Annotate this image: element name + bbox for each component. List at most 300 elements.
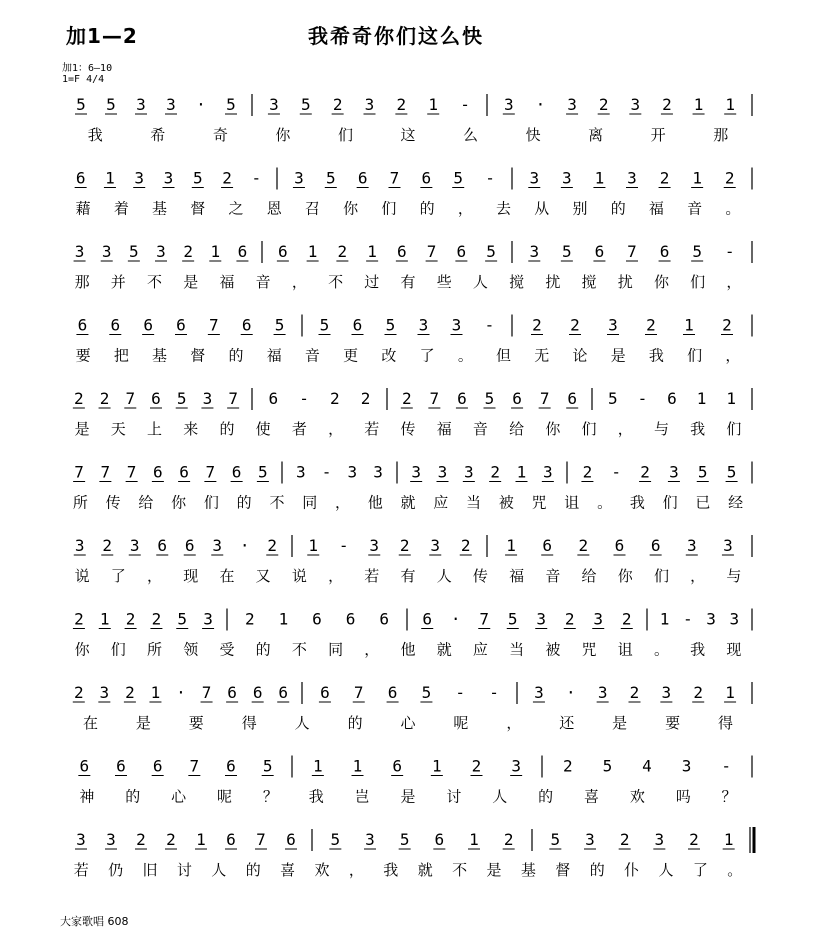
lyric-character: 的: [236, 493, 252, 512]
lyric-character: 。: [597, 493, 613, 512]
note: 3: [451, 315, 462, 335]
note: 5: [453, 168, 464, 188]
note: 2: [689, 830, 699, 849]
augmentation-dot: ·: [535, 95, 546, 114]
note: 6: [667, 389, 677, 408]
note: 3: [686, 536, 697, 555]
lyric-character: 来: [183, 420, 199, 438]
lyric-character: 奇: [212, 126, 228, 144]
lyric-character: 我: [690, 640, 706, 659]
lyric-character: ，: [147, 567, 163, 585]
note: 3: [562, 168, 572, 188]
lyric-character: 不: [147, 273, 163, 291]
lyric-character: 应: [472, 640, 488, 659]
note: 5: [258, 462, 268, 482]
note: 3: [202, 389, 213, 408]
lyric-character: 福: [509, 567, 525, 585]
dash-extension: -: [724, 242, 735, 261]
lyric-character: 我: [383, 861, 399, 879]
lyric-character: 心: [400, 714, 416, 732]
note: 2: [332, 95, 343, 114]
note: 1: [594, 168, 605, 188]
note: 3: [294, 168, 304, 188]
augmentation-dot: ·: [239, 536, 250, 555]
dash-extension: -: [489, 683, 499, 702]
note: 5: [106, 95, 116, 114]
note: 6: [512, 389, 522, 408]
note: 7: [479, 609, 490, 629]
lyric-character: 给: [581, 567, 597, 585]
lyric-character: 不: [452, 861, 468, 879]
lyric-character: 旧: [142, 861, 158, 879]
lyric-character: 的: [228, 346, 244, 365]
lyric-character: 你: [545, 420, 561, 438]
note: 7: [627, 242, 637, 261]
key-signature: 1=F 4/4: [62, 74, 105, 85]
note: 3: [166, 95, 176, 114]
lyric-character: 的: [125, 787, 141, 806]
note: 3: [101, 242, 112, 261]
lyric-character: 仆: [624, 861, 640, 879]
note: 2: [471, 756, 482, 776]
note: 2: [74, 389, 84, 408]
lyric-character: 么: [463, 126, 479, 144]
lyric-character: 们: [726, 420, 742, 438]
lyric-character: 就: [417, 861, 433, 879]
note: 2: [578, 536, 589, 555]
lyric-character: 音: [472, 420, 488, 438]
lyric-character: 去: [496, 199, 512, 218]
lyric-character: 了: [419, 346, 435, 365]
note: 3: [99, 683, 110, 702]
note: 2: [659, 168, 670, 188]
lyric-character: 人: [211, 861, 227, 879]
lyric-character: 基: [520, 861, 536, 879]
lyric-character: 传: [105, 493, 121, 512]
note: 3: [411, 462, 421, 482]
lyric-character: 若: [73, 861, 89, 879]
note: 6: [110, 315, 121, 335]
dash-extension: -: [484, 315, 495, 335]
note: 7: [74, 462, 84, 482]
note: 3: [661, 683, 672, 702]
note: 3: [129, 536, 140, 555]
lyric-character: 若: [364, 567, 380, 585]
note: 2: [267, 536, 278, 555]
lyric-character: 与: [726, 567, 742, 585]
note: 7: [353, 683, 364, 702]
note: 3: [74, 242, 85, 261]
note: 3: [567, 95, 577, 114]
lyric-character: 你: [617, 567, 633, 585]
note: 3: [430, 536, 441, 555]
note: 6: [457, 389, 467, 408]
note: 7: [209, 315, 219, 335]
note: 5: [385, 315, 396, 335]
note: 3: [464, 462, 474, 482]
lyric-character: 现: [183, 567, 199, 585]
lyric-character: ，: [617, 420, 633, 438]
note: 3: [608, 315, 618, 335]
dash-extension: -: [611, 462, 622, 482]
lyric-character: 天: [110, 420, 126, 438]
note: 6: [352, 315, 363, 335]
note: 5: [300, 95, 311, 114]
lyric-character: 。: [727, 861, 743, 879]
note: 2: [570, 315, 580, 335]
lyric-character: 我: [308, 787, 324, 806]
lyric-character: 那: [713, 126, 729, 144]
lyric-character: 已: [695, 493, 711, 512]
lyric-character: 诅: [617, 640, 633, 659]
note: 5: [176, 389, 187, 408]
note: 3: [627, 168, 637, 188]
lyric-character: 说: [74, 567, 90, 585]
lyric-character: 无: [534, 346, 550, 365]
note: 5: [607, 389, 618, 408]
lyric-character: 有: [400, 273, 416, 291]
lyric-character: 使: [255, 420, 271, 438]
note: 7: [189, 756, 200, 776]
note: 6: [650, 536, 661, 555]
lyric-character: 咒: [531, 493, 547, 512]
note: 2: [562, 756, 573, 776]
note: 6: [542, 536, 553, 555]
note: 1: [432, 756, 442, 776]
note: 2: [102, 536, 113, 555]
note: 7: [100, 462, 111, 482]
note: 6: [422, 609, 433, 629]
note: 5: [507, 609, 518, 629]
note: 6: [75, 168, 86, 188]
lyric-character: 是: [135, 714, 151, 732]
lyric-character: 传: [472, 567, 488, 585]
lyric-character: 们: [690, 273, 706, 291]
lyric-character: 你: [74, 640, 90, 659]
lyric-character: 不: [291, 640, 307, 659]
lyric-character: 得: [241, 714, 257, 732]
lyric-character: ，: [328, 567, 344, 585]
note: 1: [428, 95, 439, 114]
note: 6: [320, 683, 330, 702]
lyric-character: 不: [328, 273, 344, 291]
lyric-character: 快: [525, 126, 541, 144]
lyric-character: 搅: [581, 273, 597, 291]
lyric-character: 把: [113, 346, 129, 365]
note: 1: [150, 683, 161, 702]
lyric-character: 是: [486, 861, 502, 879]
lyric-character: 应: [433, 493, 449, 512]
lyric-character: 被: [545, 640, 561, 659]
lyric-character: 神: [79, 787, 95, 806]
lyric-character: 他: [400, 640, 416, 659]
note: 5: [262, 756, 273, 776]
lyric-character: ，: [291, 273, 307, 291]
note: 1: [725, 683, 735, 702]
note: 5: [325, 168, 336, 188]
note: 1: [313, 756, 323, 776]
note: 7: [429, 389, 440, 408]
note: 2: [722, 315, 732, 335]
dash-extension: -: [485, 168, 495, 188]
note: 6: [176, 315, 186, 335]
note: 6: [179, 462, 189, 482]
lyric-character: 我: [690, 420, 706, 438]
lyric-character: 着: [113, 199, 129, 218]
lyric-character: 所: [147, 640, 163, 659]
note: 1: [723, 830, 734, 849]
note: 4: [642, 756, 652, 776]
lyric-character: 得: [718, 714, 734, 732]
note: 7: [256, 830, 266, 849]
lyric-character: 的: [347, 714, 363, 732]
lyric-character: 改: [381, 346, 397, 365]
note: 3: [593, 609, 604, 629]
note: 2: [330, 389, 340, 408]
note: 3: [74, 536, 85, 555]
note: 2: [360, 389, 371, 408]
note: 3: [106, 830, 116, 849]
dash-extension: -: [338, 536, 349, 555]
note: 6: [143, 315, 153, 335]
note: 3: [529, 168, 540, 188]
note: 6: [387, 683, 398, 702]
note: 3: [681, 756, 692, 776]
note: 2: [399, 536, 410, 555]
lyric-character: 福: [648, 199, 664, 218]
augmentation-dot: ·: [196, 95, 206, 114]
lyric-character: 喜: [280, 861, 296, 879]
lyric-character: 你: [343, 199, 359, 218]
lyric-character: 给: [138, 493, 154, 512]
note: 7: [201, 683, 212, 702]
lyric-character: 你: [171, 493, 187, 512]
note: 5: [399, 830, 410, 849]
lyric-character: 我: [648, 346, 664, 365]
lyric-character: 之: [228, 199, 244, 218]
lyric-character: 受: [219, 640, 235, 659]
lyric-character: 开: [650, 126, 666, 144]
lyric-character: 们: [581, 420, 597, 438]
note: 2: [183, 242, 193, 261]
lyric-character: 音: [255, 273, 271, 291]
lyric-character: 心: [171, 787, 187, 806]
lyric-character: 过: [364, 273, 380, 291]
note: 3: [543, 462, 553, 482]
lyric-character: 们: [203, 493, 219, 512]
lyric-character: ？: [721, 787, 737, 806]
note: 6: [286, 830, 296, 849]
lyric-character: ，: [690, 567, 706, 585]
note: 1: [307, 242, 318, 261]
lyric-character: 基: [152, 199, 168, 218]
note: 3: [212, 536, 223, 555]
lyric-character: 我: [87, 126, 103, 144]
note: 2: [396, 95, 407, 114]
lyric-character: 们: [110, 640, 126, 659]
lyric-character: 督: [190, 199, 206, 218]
lyric-character: 仍: [108, 861, 124, 879]
lyric-character: ，: [348, 861, 364, 879]
lyric-character: 福: [436, 420, 452, 438]
lyric-character: 离: [588, 126, 604, 144]
note: 2: [693, 683, 704, 702]
lyric-character: 。: [457, 346, 473, 365]
lyric-character: 福: [266, 346, 282, 365]
lyric-character: 那: [74, 273, 90, 291]
lyric-character: 督: [190, 346, 206, 365]
note: 1: [367, 242, 377, 261]
lyric-character: ，: [506, 714, 522, 732]
note: 5: [550, 830, 561, 849]
lyric-character: 的: [610, 199, 626, 218]
lyric-character: 上: [147, 420, 163, 438]
note: 7: [426, 242, 437, 261]
lyric-character: 论: [572, 346, 588, 365]
note: 2: [99, 389, 110, 408]
note: 2: [619, 830, 630, 849]
note: 1: [99, 609, 110, 629]
lyric-character: 又: [255, 567, 271, 585]
note: 5: [562, 242, 572, 261]
dash-extension: -: [460, 95, 470, 114]
note: 6: [241, 315, 252, 335]
note: 5: [697, 462, 708, 482]
note: 3: [364, 95, 375, 114]
note: 6: [312, 609, 322, 629]
lyric-character: 给: [509, 420, 525, 438]
lyric-character: 们: [687, 346, 703, 365]
note: 7: [389, 168, 400, 188]
lyric-character: 了: [110, 567, 126, 585]
lyric-character: 欢: [314, 861, 330, 879]
lyric-character: 领: [183, 640, 199, 659]
note: 3: [136, 95, 146, 114]
dash-extension: -: [721, 756, 732, 776]
lyric-character: 被: [498, 493, 514, 512]
lyric-character: 音: [545, 567, 561, 585]
note: 6: [268, 389, 279, 408]
note: 2: [73, 683, 84, 702]
note: 5: [486, 242, 496, 261]
note: 5: [484, 389, 495, 408]
note: 6: [184, 536, 195, 555]
note: 7: [228, 389, 238, 408]
lyric-character: ，: [457, 199, 473, 218]
lyric-character: 经: [728, 493, 744, 512]
note: 3: [163, 168, 174, 188]
note: 7: [205, 462, 216, 482]
note: 2: [598, 95, 609, 114]
lyric-character: 藉: [75, 199, 91, 218]
lyric-character: 说: [291, 567, 307, 585]
note: 2: [74, 609, 84, 629]
note: 1: [352, 756, 363, 776]
note: 2: [337, 242, 348, 261]
lyric-character: 的: [245, 861, 261, 879]
lyric-character: 更: [343, 346, 359, 365]
note: 1: [196, 830, 206, 849]
note: 5: [330, 830, 341, 849]
note: 6: [231, 462, 242, 482]
lyric-character: 的: [419, 199, 435, 218]
lyric-character: 喜: [583, 787, 599, 806]
lyric-character: 希: [150, 126, 166, 144]
lyric-character: 在: [82, 714, 98, 732]
note: 5: [319, 315, 330, 335]
lyric-character: 呢: [453, 714, 469, 732]
note: 5: [602, 756, 613, 776]
lyric-character: ，: [725, 346, 741, 365]
lyric-character: 有: [400, 567, 416, 585]
lyric-character: 扰: [617, 273, 633, 291]
note: 3: [437, 462, 448, 482]
lyric-character: 们: [662, 493, 678, 512]
note: 5: [192, 168, 203, 188]
note: 3: [585, 830, 595, 849]
lyric-character: 要: [75, 346, 91, 365]
note: 3: [296, 462, 306, 482]
note: 7: [539, 389, 550, 408]
note: 2: [166, 830, 176, 849]
note: 6: [151, 389, 161, 408]
song-title: 我希奇你们这么快: [308, 24, 484, 48]
lyric-character: 了: [692, 861, 708, 879]
note: 3: [347, 462, 358, 482]
lyric-character: 传: [400, 420, 416, 438]
note: 5: [692, 242, 702, 261]
lyric-character: 同: [328, 640, 344, 659]
lyric-character: 督: [555, 861, 571, 879]
lyric-character: 现: [726, 640, 742, 659]
lyric-character: 。: [725, 199, 741, 218]
note: 2: [151, 609, 162, 629]
note: 2: [490, 462, 500, 482]
lyric-character: 讨: [446, 787, 462, 806]
note: 5: [177, 609, 188, 629]
lyric-character: 人: [492, 787, 508, 806]
note: 5: [726, 462, 737, 482]
lyric-character: 要: [188, 714, 204, 732]
lyric-character: 基: [152, 346, 168, 365]
note: 7: [125, 389, 136, 408]
note: 3: [76, 830, 86, 849]
lyric-character: 的: [589, 861, 605, 879]
note: 1: [516, 462, 527, 482]
note: 2: [125, 683, 135, 702]
note: 6: [226, 756, 236, 776]
augmentation-dot: ·: [565, 683, 576, 702]
lyric-character: 若: [364, 420, 380, 438]
note: 3: [503, 95, 514, 114]
note: 2: [222, 168, 232, 188]
note: 2: [629, 683, 640, 702]
lyric-character: 当: [466, 493, 482, 512]
lyric-character: 同: [302, 493, 318, 512]
lyric-character: 就: [400, 493, 416, 512]
lyric-character: 是: [183, 273, 199, 291]
note: 6: [421, 168, 432, 188]
note: 6: [153, 462, 163, 482]
lyric-character: 欢: [629, 787, 645, 806]
lyric-character: 当: [509, 640, 525, 659]
note: 6: [357, 168, 368, 188]
note: 2: [503, 830, 514, 849]
note: 2: [582, 462, 593, 482]
note: 6: [152, 756, 163, 776]
note: 6: [252, 683, 263, 702]
lyric-character: 音: [304, 346, 320, 365]
